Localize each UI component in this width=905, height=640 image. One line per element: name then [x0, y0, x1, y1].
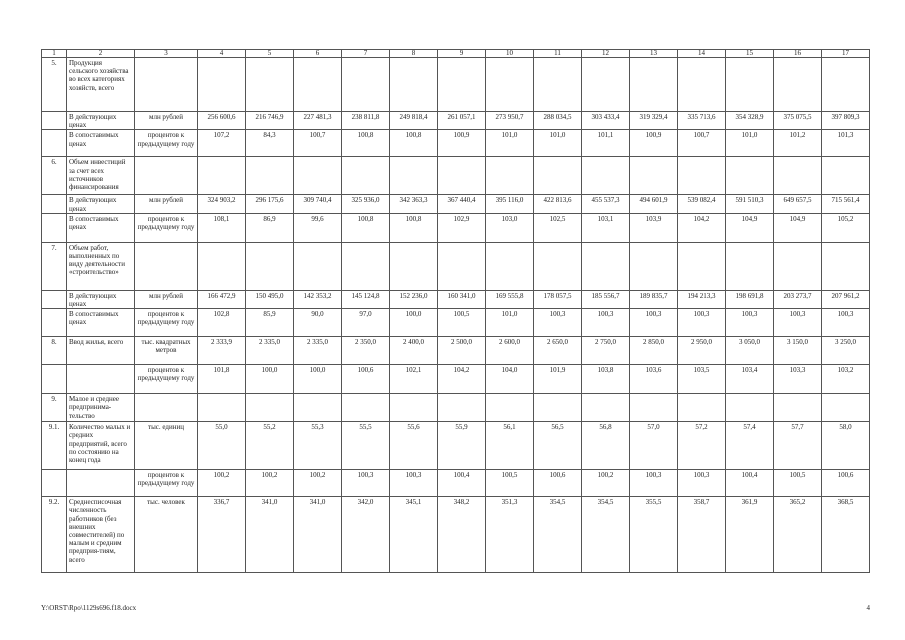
value-cell: 539 082,4 — [678, 195, 726, 213]
value-cell — [678, 58, 726, 112]
value-cell: 57,0 — [630, 422, 678, 470]
value-cell: 100,3 — [630, 309, 678, 337]
value-cell — [534, 157, 582, 195]
unit-cell — [135, 242, 198, 290]
value-cell: 90,0 — [294, 309, 342, 337]
value-cell: 354,5 — [534, 497, 582, 573]
indicator-name-cell: В действующих ценах — [67, 112, 135, 130]
row-number-cell — [42, 195, 67, 213]
indicator-name-cell: Объем работ, выполненных по виду деятельности «строительство» — [67, 242, 135, 290]
column-number-row — [42, 50, 870, 58]
table-row — [42, 309, 870, 337]
value-cell — [342, 58, 390, 112]
value-cell: 375 075,5 — [774, 112, 822, 130]
table-row — [42, 337, 870, 365]
value-cell: 100,3 — [822, 309, 870, 337]
value-cell — [198, 242, 246, 290]
value-cell — [486, 242, 534, 290]
column-number: 17 — [822, 50, 870, 58]
value-cell: 101,0 — [534, 130, 582, 157]
value-cell: 3 050,0 — [726, 337, 774, 365]
value-cell: 108,1 — [198, 213, 246, 242]
value-cell — [582, 58, 630, 112]
row-number-cell — [42, 470, 67, 497]
indicator-name-cell: В действующих ценах — [67, 290, 135, 308]
value-cell: 100,7 — [678, 130, 726, 157]
value-cell — [726, 394, 774, 422]
table-row — [42, 195, 870, 213]
column-number: 3 — [135, 50, 198, 58]
row-number-cell: 9.1. — [42, 422, 67, 470]
value-cell — [630, 157, 678, 195]
row-number-cell — [42, 365, 67, 394]
value-cell: 100,6 — [822, 470, 870, 497]
value-cell: 100,7 — [294, 130, 342, 157]
value-cell: 348,2 — [438, 497, 486, 573]
column-number: 12 — [582, 50, 630, 58]
value-cell: 150 495,0 — [246, 290, 294, 308]
indicators-table — [41, 49, 870, 573]
value-cell: 207 961,2 — [822, 290, 870, 308]
value-cell: 57,4 — [726, 422, 774, 470]
column-number: 15 — [726, 50, 774, 58]
value-cell — [198, 58, 246, 112]
value-cell: 101,0 — [726, 130, 774, 157]
value-cell: 361,9 — [726, 497, 774, 573]
value-cell: 100,0 — [246, 365, 294, 394]
value-cell: 3 150,0 — [774, 337, 822, 365]
value-cell: 104,9 — [774, 213, 822, 242]
value-cell: 100,9 — [438, 130, 486, 157]
value-cell: 100,6 — [342, 365, 390, 394]
column-number: 6 — [294, 50, 342, 58]
footer-file-path: Y:\ORST\Rpo\1129s696.f18.docx — [41, 604, 137, 612]
value-cell: 102,5 — [534, 213, 582, 242]
value-cell — [486, 157, 534, 195]
value-cell: 86,9 — [246, 213, 294, 242]
table-row — [42, 58, 870, 112]
value-cell: 100,3 — [582, 309, 630, 337]
column-number: 5 — [246, 50, 294, 58]
value-cell: 100,8 — [390, 130, 438, 157]
value-cell: 309 740,4 — [294, 195, 342, 213]
value-cell: 100,8 — [390, 213, 438, 242]
value-cell: 335 713,6 — [678, 112, 726, 130]
value-cell: 104,9 — [726, 213, 774, 242]
value-cell: 56,5 — [534, 422, 582, 470]
value-cell: 103,2 — [822, 365, 870, 394]
unit-cell: млн рублей — [135, 112, 198, 130]
value-cell: 55,2 — [246, 422, 294, 470]
value-cell: 715 561,4 — [822, 195, 870, 213]
value-cell: 2 400,0 — [390, 337, 438, 365]
indicator-name-cell: В сопоставимых ценах — [67, 130, 135, 157]
indicator-name-cell: В сопоставимых ценах — [67, 213, 135, 242]
value-cell: 100,4 — [726, 470, 774, 497]
indicator-name-cell: Количество малых и средних предприятий, всего по состоянию на конец года — [67, 422, 135, 470]
value-cell: 101,9 — [534, 365, 582, 394]
value-cell — [438, 58, 486, 112]
unit-cell: процентов к предыдущему году — [135, 365, 198, 394]
value-cell: 55,9 — [438, 422, 486, 470]
value-cell: 358,7 — [678, 497, 726, 573]
value-cell: 152 236,0 — [390, 290, 438, 308]
value-cell: 395 116,0 — [486, 195, 534, 213]
value-cell — [822, 394, 870, 422]
value-cell — [438, 242, 486, 290]
value-cell: 100,5 — [486, 470, 534, 497]
value-cell: 2 600,0 — [486, 337, 534, 365]
value-cell: 238 811,8 — [342, 112, 390, 130]
value-cell — [582, 242, 630, 290]
unit-cell: млн рублей — [135, 290, 198, 308]
value-cell: 397 809,3 — [822, 112, 870, 130]
value-cell: 216 746,9 — [246, 112, 294, 130]
table-row — [42, 422, 870, 470]
footer-page-number: 4 — [866, 604, 870, 612]
value-cell — [438, 157, 486, 195]
value-cell: 494 601,9 — [630, 195, 678, 213]
value-cell — [822, 58, 870, 112]
value-cell: 103,0 — [486, 213, 534, 242]
unit-cell: тыс. человек — [135, 497, 198, 573]
unit-cell: процентов к предыдущему году — [135, 213, 198, 242]
value-cell: 102,9 — [438, 213, 486, 242]
indicator-name-cell: Малое и среднее предпринима-тельство — [67, 394, 135, 422]
value-cell: 2 850,0 — [630, 337, 678, 365]
value-cell: 103,9 — [630, 213, 678, 242]
column-number: 2 — [67, 50, 135, 58]
value-cell: 2 500,0 — [438, 337, 486, 365]
value-cell — [342, 157, 390, 195]
value-cell — [390, 394, 438, 422]
unit-cell — [135, 157, 198, 195]
value-cell — [390, 157, 438, 195]
value-cell: 104,2 — [678, 213, 726, 242]
column-number: 1 — [42, 50, 67, 58]
value-cell — [822, 242, 870, 290]
value-cell — [534, 242, 582, 290]
value-cell — [726, 157, 774, 195]
column-number: 14 — [678, 50, 726, 58]
unit-cell: тыс. квадратных метров — [135, 337, 198, 365]
value-cell — [198, 394, 246, 422]
value-cell: 345,1 — [390, 497, 438, 573]
value-cell: 365,2 — [774, 497, 822, 573]
value-cell: 189 835,7 — [630, 290, 678, 308]
value-cell: 101,0 — [486, 130, 534, 157]
unit-cell: тыс. единиц — [135, 422, 198, 470]
indicator-name-cell — [67, 470, 135, 497]
value-cell — [246, 157, 294, 195]
value-cell: 194 213,3 — [678, 290, 726, 308]
value-cell: 2 333,9 — [198, 337, 246, 365]
column-number: 9 — [438, 50, 486, 58]
value-cell: 103,4 — [726, 365, 774, 394]
value-cell: 336,7 — [198, 497, 246, 573]
value-cell: 84,3 — [246, 130, 294, 157]
value-cell: 256 600,6 — [198, 112, 246, 130]
value-cell: 2 750,0 — [582, 337, 630, 365]
value-cell — [342, 394, 390, 422]
value-cell: 2 350,0 — [342, 337, 390, 365]
column-number: 10 — [486, 50, 534, 58]
value-cell: 100,6 — [534, 470, 582, 497]
column-number: 8 — [390, 50, 438, 58]
value-cell — [246, 58, 294, 112]
table-row — [42, 394, 870, 422]
column-number: 4 — [198, 50, 246, 58]
unit-cell — [135, 58, 198, 112]
row-number-cell: 9.2. — [42, 497, 67, 573]
value-cell: 55,5 — [342, 422, 390, 470]
column-number: 7 — [342, 50, 390, 58]
value-cell: 169 555,8 — [486, 290, 534, 308]
value-cell: 160 341,0 — [438, 290, 486, 308]
indicator-name-cell: Продукция сельского хозяйства во всех категориях хозяйств, всего — [67, 58, 135, 112]
value-cell: 203 273,7 — [774, 290, 822, 308]
value-cell: 58,0 — [822, 422, 870, 470]
value-cell: 341,0 — [294, 497, 342, 573]
value-cell: 249 818,4 — [390, 112, 438, 130]
unit-cell: млн рублей — [135, 195, 198, 213]
unit-cell: процентов к предыдущему году — [135, 130, 198, 157]
table-row — [42, 497, 870, 573]
value-cell: 227 481,3 — [294, 112, 342, 130]
value-cell: 57,7 — [774, 422, 822, 470]
row-number-cell — [42, 309, 67, 337]
value-cell: 100,2 — [582, 470, 630, 497]
indicator-name-cell — [67, 365, 135, 394]
value-cell — [198, 157, 246, 195]
value-cell: 103,5 — [678, 365, 726, 394]
value-cell: 103,8 — [582, 365, 630, 394]
value-cell: 100,3 — [534, 309, 582, 337]
table-row — [42, 112, 870, 130]
table-row — [42, 213, 870, 242]
value-cell: 100,0 — [390, 309, 438, 337]
value-cell: 101,8 — [198, 365, 246, 394]
value-cell: 649 657,5 — [774, 195, 822, 213]
value-cell — [246, 242, 294, 290]
value-cell: 273 950,7 — [486, 112, 534, 130]
value-cell: 354,5 — [582, 497, 630, 573]
unit-cell: процентов к предыдущему году — [135, 470, 198, 497]
value-cell — [534, 394, 582, 422]
value-cell: 355,5 — [630, 497, 678, 573]
table-row — [42, 130, 870, 157]
value-cell: 142 353,2 — [294, 290, 342, 308]
row-number-cell — [42, 130, 67, 157]
value-cell — [774, 157, 822, 195]
value-cell: 367 440,4 — [438, 195, 486, 213]
value-cell: 341,0 — [246, 497, 294, 573]
table-row — [42, 290, 870, 308]
value-cell: 102,1 — [390, 365, 438, 394]
value-cell: 2 650,0 — [534, 337, 582, 365]
value-cell — [486, 58, 534, 112]
row-number-cell: 7. — [42, 242, 67, 290]
column-number: 16 — [774, 50, 822, 58]
value-cell — [822, 157, 870, 195]
value-cell: 100,3 — [678, 470, 726, 497]
value-cell: 56,1 — [486, 422, 534, 470]
value-cell — [246, 394, 294, 422]
value-cell: 107,2 — [198, 130, 246, 157]
value-cell: 455 537,3 — [582, 195, 630, 213]
value-cell: 342 363,3 — [390, 195, 438, 213]
value-cell: 324 903,2 — [198, 195, 246, 213]
value-cell: 100,9 — [630, 130, 678, 157]
value-cell: 185 556,7 — [582, 290, 630, 308]
value-cell — [294, 58, 342, 112]
value-cell — [294, 242, 342, 290]
value-cell: 104,2 — [438, 365, 486, 394]
value-cell: 3 250,0 — [822, 337, 870, 365]
value-cell: 100,5 — [438, 309, 486, 337]
column-number: 11 — [534, 50, 582, 58]
value-cell: 319 329,4 — [630, 112, 678, 130]
value-cell — [294, 157, 342, 195]
value-cell: 2 335,0 — [246, 337, 294, 365]
value-cell: 103,1 — [582, 213, 630, 242]
value-cell: 100,3 — [726, 309, 774, 337]
value-cell — [678, 394, 726, 422]
unit-cell: процентов к предыдущему году — [135, 309, 198, 337]
indicator-name-cell: Объем инвестиций за счет всех источников финансирования — [67, 157, 135, 195]
indicator-name-cell: Ввод жилья, всего — [67, 337, 135, 365]
row-number-cell: 9. — [42, 394, 67, 422]
value-cell: 325 936,0 — [342, 195, 390, 213]
row-number-cell: 8. — [42, 337, 67, 365]
value-cell: 198 691,8 — [726, 290, 774, 308]
value-cell: 100,8 — [342, 130, 390, 157]
value-cell — [678, 242, 726, 290]
value-cell — [726, 58, 774, 112]
value-cell — [774, 242, 822, 290]
value-cell: 178 057,5 — [534, 290, 582, 308]
value-cell: 57,2 — [678, 422, 726, 470]
value-cell: 100,3 — [774, 309, 822, 337]
value-cell: 101,3 — [822, 130, 870, 157]
value-cell: 56,8 — [582, 422, 630, 470]
value-cell — [774, 394, 822, 422]
table-row — [42, 470, 870, 497]
value-cell: 261 057,1 — [438, 112, 486, 130]
value-cell: 354 328,9 — [726, 112, 774, 130]
value-cell: 103,6 — [630, 365, 678, 394]
value-cell — [726, 242, 774, 290]
value-cell: 100,2 — [294, 470, 342, 497]
value-cell — [630, 58, 678, 112]
value-cell: 85,9 — [246, 309, 294, 337]
value-cell: 104,0 — [486, 365, 534, 394]
table-row — [42, 365, 870, 394]
indicator-name-cell: В действующих ценах — [67, 195, 135, 213]
value-cell: 296 175,6 — [246, 195, 294, 213]
row-number-cell — [42, 112, 67, 130]
value-cell: 55,0 — [198, 422, 246, 470]
table-row — [42, 157, 870, 195]
value-cell: 351,3 — [486, 497, 534, 573]
value-cell — [630, 394, 678, 422]
value-cell: 145 124,8 — [342, 290, 390, 308]
value-cell: 102,8 — [198, 309, 246, 337]
value-cell: 422 813,6 — [534, 195, 582, 213]
value-cell: 100,3 — [678, 309, 726, 337]
value-cell: 105,2 — [822, 213, 870, 242]
value-cell — [390, 242, 438, 290]
value-cell — [582, 157, 630, 195]
value-cell: 97,0 — [342, 309, 390, 337]
value-cell: 100,3 — [342, 470, 390, 497]
value-cell: 100,0 — [294, 365, 342, 394]
value-cell — [486, 394, 534, 422]
table-row — [42, 242, 870, 290]
column-number: 13 — [630, 50, 678, 58]
value-cell: 100,4 — [438, 470, 486, 497]
value-cell: 100,2 — [246, 470, 294, 497]
value-cell: 55,3 — [294, 422, 342, 470]
value-cell: 101,2 — [774, 130, 822, 157]
row-number-cell — [42, 213, 67, 242]
row-number-cell — [42, 290, 67, 308]
value-cell: 100,8 — [342, 213, 390, 242]
value-cell: 591 510,3 — [726, 195, 774, 213]
value-cell — [294, 394, 342, 422]
value-cell: 100,2 — [198, 470, 246, 497]
value-cell: 368,5 — [822, 497, 870, 573]
value-cell: 100,3 — [630, 470, 678, 497]
value-cell: 342,0 — [342, 497, 390, 573]
value-cell — [438, 394, 486, 422]
value-cell — [534, 58, 582, 112]
unit-cell — [135, 394, 198, 422]
value-cell: 101,0 — [486, 309, 534, 337]
value-cell: 103,3 — [774, 365, 822, 394]
value-cell: 166 472,9 — [198, 290, 246, 308]
value-cell — [342, 242, 390, 290]
value-cell: 2 335,0 — [294, 337, 342, 365]
indicator-name-cell: В сопоставимых ценах — [67, 309, 135, 337]
value-cell — [630, 242, 678, 290]
value-cell: 288 034,5 — [534, 112, 582, 130]
value-cell — [582, 394, 630, 422]
value-cell: 99,6 — [294, 213, 342, 242]
indicator-name-cell: Среднесписочная численность работников (без внешних совместителей) по малым и средним предприя-тиям, всего — [67, 497, 135, 573]
row-number-cell: 5. — [42, 58, 67, 112]
value-cell: 55,6 — [390, 422, 438, 470]
row-number-cell: 6. — [42, 157, 67, 195]
value-cell: 101,1 — [582, 130, 630, 157]
value-cell: 2 950,0 — [678, 337, 726, 365]
value-cell: 303 433,4 — [582, 112, 630, 130]
value-cell — [774, 58, 822, 112]
value-cell — [390, 58, 438, 112]
value-cell — [678, 157, 726, 195]
value-cell: 100,3 — [390, 470, 438, 497]
value-cell: 100,5 — [774, 470, 822, 497]
